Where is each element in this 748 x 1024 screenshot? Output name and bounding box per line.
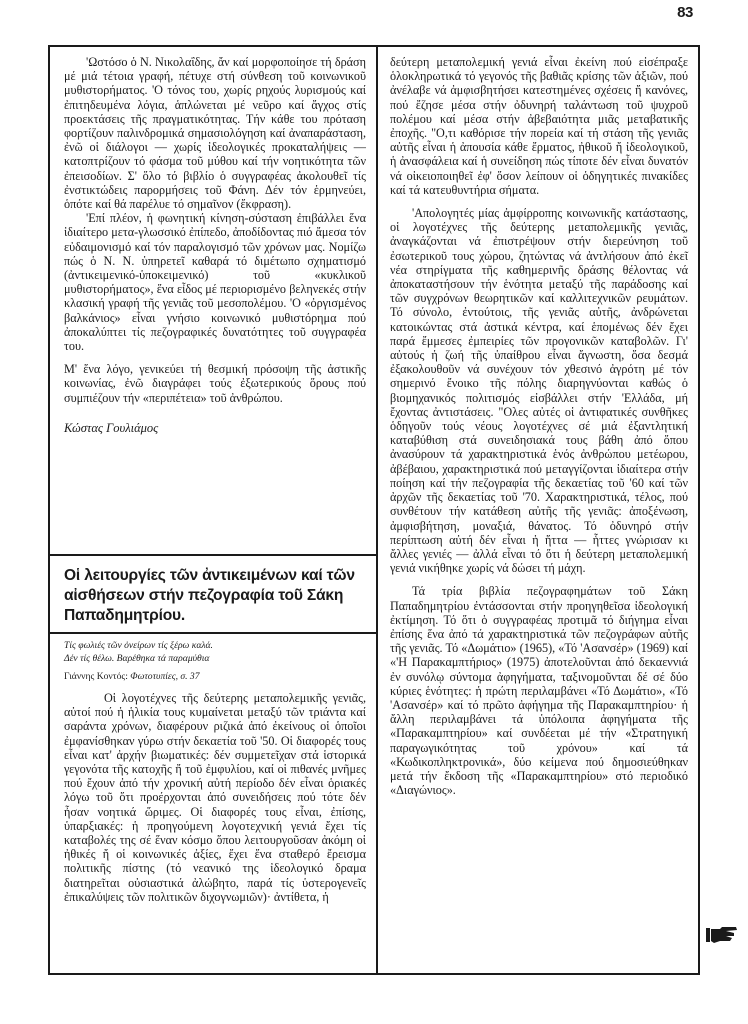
right-column [378, 47, 698, 973]
article-paragraph: Τά τρία βιβλία πεζογραφημάτων τοῦ Σάκη Παπαδημητρίου ἐντάσσονται στήν προηγηθεῖσα ἰδεολογική ἐκτίμηση. Τό ὅτι ὁ συγγραφέας προτιμᾶ τό διήγημα εἶναι ἐπίσης ἕνα ἀπό τά χαρακτηριστικά τῶν πεζογράφων αὐτῆς τῆς γενιᾶς. Τό «Δωμάτιο» (1965), «Τό 'Ασανσέρ» (1969) καί «'Η Παρακαμπτήριος» (1975) ἀποτελοῦνται ἀπό δεκαεννιά ἐν συνόλῳ σύντομα ἀφηγήματα, ταξινομοῦνται δέ σέ δύο κύριες ἑνότητες: ἡ πρώτη περιλαμβάνει «Τό Δωμάτιο», «Τό 'Ασανσέρ» καί τό πρῶτο ἀφήγημα τῆς Παρακαμπτηρίου· ἡ ἄλλη περιλαμβάνει τά ὑπόλοιπα ἀφηγήματα τῆς «Παρακαμπτηρίου» καί συνδέεται μέ τήν «Στρατηγική παραγωγικότητας τοῦ χρόνου» καί τά «Κωδικοπληκτρονικά», δύο κείμενα πού δημοσιεύθηκαν μετά τήν ἔκδοση τῆς «Παρακαμπτηρίου» στό περιοδικό «Διαγώνιος». [390, 584, 688, 798]
article-paragraph: δεύτερη μεταπολεμική γενιά εἶναι ἐκείνη πού εἰσέπραξε ὁλοκληρωτικά τό γεγονός τῆς βαθιᾶς κρίσης τῶν ἀξιῶν, πού ἀνέλαβε νά ἀμφισβητήσει κατεστημένες σχέσεις ἤ κανόνες, πού ἔζησε μέσα στήν ὀδυνηρή ταλάντωση τοῦ ψυχροῦ πολέμου καί μέσα στήν ἀβεβαιότητα μιᾶς μεταβατικῆς ἐποχῆς. "Ο,τι καθόρισε τήν πορεία καί τή στάση τῆς γενιᾶς αὐτῆς εἶναι ἡ ἀπουσία κάθε ἔρματος, ἠθικοῦ ἤ ἰδεολογικοῦ, ἡ ἀνασφάλεια καί ἡ συνείδηση πώς τίποτε δέν εἶναι δυνατόν νά οἰκειοποιηθεῖ ἐφ' ὅσον λείπουν οἱ ὁδηγητικές πινακίδες καί τά κατευθυντήρια σήματα. [390, 55, 688, 197]
review-signature: Κώστας Γουλιάμος [64, 420, 159, 435]
epigraph-line: Δέν τίς θέλω. Βαρέθηκα τά παραμύθια [64, 652, 210, 664]
epigraph-work: Φωτοτυπίες, σ. 37 [130, 671, 200, 682]
page-number: 83 [677, 4, 693, 21]
article-paragraph: Οἱ λογοτέχνες τῆς δεύτερης μεταπολεμικῆς γενιᾶς, αὐτοί πού ἡ ἡλικία τους κυμαίνεται μεταξύ τῶν τριάντα καί σαράντα χρόνων, διαφέρουν ριζικά ἀπό ἐκείνους οἱ ὁποῖοι ἐμφανίσθηκαν γύρω στήν δεκαετία τοῦ '50. Οἱ διαφορές τους εἶναι κατ' ἀρχήν βιωματικές: δέν συμμετεῖχαν στά ἱστορικά γεγονότα τῆς κατοχῆς ἤ τοῦ ἐμφυλίου, καί οἱ πιθανές μνῆμες πού ἔχουν ἀπό τήν χρονική αὐτή περίοδο δέν εἶναι ὁριακές λόγω τοῦ ὅτι προέρχονται ἀπό συνειδήσεις πού τότε δέν ἦσαν νοητικά ὥριμες. Οἱ διαφορές τους εἶναι, ἐπίσης, ὑπαρξιακές: ἡ προηγούμενη λογοτεχνική γενιά ἔχει τίς καταβολές της σέ ἕναν κόσμο ὅπου λειτουργοῦσαν ἀκόμη οἱ ἠθικές ἤ οἱ κοινωνικές ἀξίες, ἔχει ἕνα σταθερό ἔρεισμα πολιτικῆς πίστης (τό νεανικό της ἰδεολογικό δραμα διατηρεῖται οὐσιαστικά ἀλώβητο, παρά τίς ὑστερογενεῖς ἐπικαλύψεις τῶν πολιτικῶν διχογνωμιῶν)· ἀντίθετα, ἡ [64, 691, 366, 904]
review-continuation [50, 47, 376, 554]
epigraph-author: Γιάννης Κοντός: [64, 671, 131, 682]
epigraph-line: Τίς φωλιές τῶν ὀνείρων τίς ξέρω καλά. [64, 640, 213, 651]
review-paragraph: 'Ωστόσο ὁ Ν. Νικολαΐδης, ἄν καί μορφοποίησε τή δράση μέ μιά τέτοια γραφή, πέτυχε στή σύνθεση τοῦ κοινωνικοῦ μυθιστορήματος. 'Ο τόνος του, χωρίς ρηχούς λυρισμούς καί ἐπιτηδευμένα λόγια, ἁπλώνεται μέ νεῦρο καί ἄγχος στίς προεκτάσεις τῆς πραγματικότητας. Τήν κάθε του πρόταση φορτίζουν παλινδρομικά σημασιολόγηση καί ἀναπαράσταση, ἐνῶ οἱ διάλογοι — χωρίς ἰδεολογικές προκαταλήψεις — κατοπτρίζουν τό φάσμα τοῦ μύθου καί τήν νοητικότητα τῶν ἐπεισοδίων. Σ' ὅλο τό βιβλίο ὁ συγγραφέας ἀκολουθεῖ τίς ἐνστικτώδεις παρορμήσεις τοῦ Φάνη. Δέν τόν ἑρμηνεύει, ὁπότε καί θά παρέλυε τό σημαῖνον (ἔκφραση). [64, 55, 366, 212]
article-body-left [50, 634, 376, 975]
article-title: Οἱ λειτουργίες τῶν ἀντικειμένων καί τῶν αἰσθήσεων στήν πεζογραφία τοῦ Σάκη Παπαδημητρίου. [64, 567, 355, 624]
article-paragraph: 'Απολογητές μίας ἀμφίρροπης κοινωνικῆς κατάστασης, οἱ λογοτέχνες τῆς δεύτερης μεταπολεμικῆς γενιᾶς, ἀναγκάζονται νά ἐπιστρέψουν στήν διερεύνηση τοῦ ἐσωτερικοῦ τους χώρου, ζητώντας νά ἀντλήσουν ἀπό ἐκεῖ νέα στηρίγματα τῆς καθημερινῆς δράσης θέλοντας νά ἀποκαταστήσουν τήν ἑνότητα μεταξύ τῆς παράδοσης καί τῶν συγχρόνων θεωρητικῶν καί καλλιτεχνικῶν ρευμάτων. Τό σύνολο, ἐντούτοις, τῆς γενιᾶς αὐτῆς, ἀνδρώνεται κατοικώντας στά ἀστικά κέντρα, καί ἑπομένως δέν ἔχει παρά ἔμμεσες ἐμπειρίες τῶν προγονικῶν καταβολῶν. Γι' αὐτούς ἡ ζωή τῆς ὑπαίθρου εἶναι ἄγνωστη, ὅσα δεσμά ἐξακολουθοῦν νά συνέχουν τόν χθεσινό ἀγρότη μέ τόν σημερινό ἔνοικο τῆς πόλης διαρηγνύονται καθώς ὁ βιομηχανικός πολιτισμός εἰσβάλλει στήν 'Ελλάδα, μή ἔχοντας ἀντιστάσεις. "Ολες αὐτές οἱ ἀντιφατικές συνθῆκες ὁδηγοῦν τούς νέους λογοτέχνες σέ μιά ἐξαντλητική καταβύθιση στά συνειδησιακά τους βάθη ἀπό ὅπου ἀνασύρουν τά χαρακτηριστικά ἑνός ἀνθρώπου μετέωρου, ἀβέβαιου, χαρακτηριστικά πού μεταγγίζονται ἰδιαίτερα στήν ποίηση καί τήν πεζογραφία τῆς δεκαετίας τοῦ '60 καί τῶν ἀρχῶν τῆς δεκαετίας τοῦ '70. Χαρακτηριστικά, τέλος, πού συνθέτουν τήν κατάθεση αὐτῆς τῆς γενιᾶς: ἀποξένωση, ἀμφισβήτηση, μοναξιά, θάνατος. Τό ὀδυνηρό στήν περίπτωση αὐτή δέν εἶναι ἡ ἥττα — ἧττες γνώρισαν κι ἄλλες γενιές — ἀλλά εἶναι τό ὅτι ἡ δεύτερη μεταπολεμική γενιά νικήθηκε χωρίς νά δώσει τή μάχη. [390, 206, 688, 576]
epigraph-source [64, 671, 366, 683]
review-paragraph: Μ' ἕνα λόγο, γενικεύει τή θεσμική πρόσοψη τῆς ἀστικῆς κοινωνίας, ἐνῶ διαγράφει τούς ἐξωτερικούς ὅρους πού συμπιέζουν τήν «περιπέτεια» τοῦ ἀνθρώπου. [64, 362, 366, 405]
article-title-block [50, 556, 376, 632]
page-frame [48, 45, 700, 975]
left-column [50, 47, 376, 973]
pointing-hand-icon [706, 925, 738, 945]
article-body-right [378, 47, 698, 797]
review-paragraph: 'Επί πλέον, ἡ φωνητική κίνηση-σύσταση ἐπιβάλλει ἕνα ἰδιαίτερο μετα-γλωσσικό ἐπίπεδο, ἀποδίδοντας πιό ἄμεσα τόν εὐδαιμονισμό καί τόν παραλογισμό τῶν χρόνων μας. Νομίζω πώς ὁ Ν. Ν. ὑπηρετεῖ καθαρά τό διμέτωπο σχηματισμό (ἀντικειμενικό-ὑποκειμενικό) τοῦ «κυκλικοῦ μυθιστορήματος», ἕνα εἶδος μέ περιορισμένο βεληνεκές στήν κλασική γραφή τῆς γενιᾶς τοῦ μεσοπολέμου. 'Ο «ὀργισμένος βαλκάνιος» εἶναι γνήσιο κοινωνικό μυθιστόρημα πού ἀποκαλύπτει τίς πεζογραφικές δυνατότητες τοῦ συγγραφέα του. [64, 211, 366, 354]
